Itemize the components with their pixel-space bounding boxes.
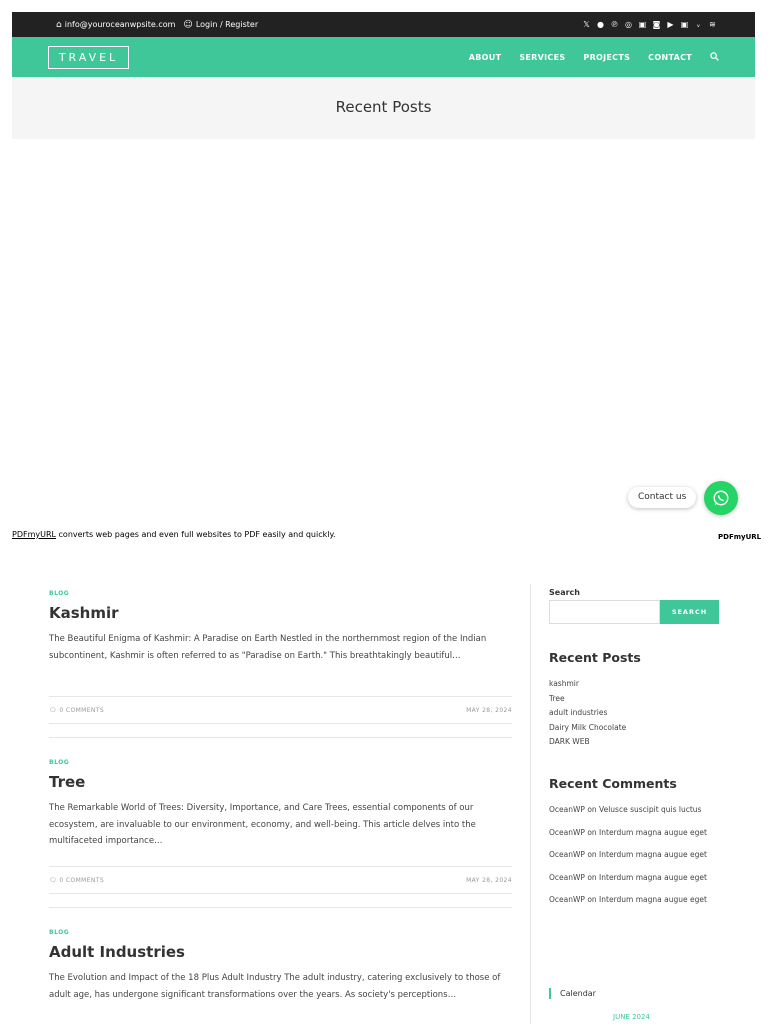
email-text: info@youroceanwpsite.com xyxy=(64,19,176,29)
comments-count: 0 COMMENTS xyxy=(59,707,105,714)
search-label: Search xyxy=(549,588,580,597)
menu-item-projects[interactable]: PROJECTS xyxy=(583,52,631,62)
recent-post-link[interactable]: adult industries xyxy=(549,708,608,717)
recent-post-link[interactable]: DARK WEB xyxy=(549,737,590,746)
post-category[interactable]: BLOG xyxy=(49,590,70,597)
page-title: Recent Posts xyxy=(335,98,432,116)
recent-post-link[interactable]: Tree xyxy=(549,693,565,703)
post-meta xyxy=(49,866,512,894)
instagram-icon[interactable]: ◙ xyxy=(652,20,661,29)
pdfmyurl-logo[interactable]: PDFmyURL xyxy=(718,533,762,541)
post-date: MAY 28, 2024 xyxy=(466,707,512,714)
post-divider xyxy=(49,737,512,738)
recent-comment[interactable]: OceanWP on Interdum magna augue eget xyxy=(549,827,707,837)
youtube-icon[interactable]: ▶ xyxy=(667,20,674,29)
post-date: MAY 28, 2024 xyxy=(466,877,512,884)
whatsapp-button[interactable] xyxy=(704,481,738,515)
sidebar-divider xyxy=(530,584,531,1024)
search-icon[interactable] xyxy=(710,52,719,63)
recent-posts-title: Recent Posts xyxy=(549,650,641,665)
site-logo[interactable]: TRAVEL xyxy=(48,46,129,69)
calendar-month: JUNE 2024 xyxy=(613,1013,650,1021)
recent-post-link[interactable]: Dairy Milk Chocolate xyxy=(549,722,627,732)
recent-comments-title: Recent Comments xyxy=(549,776,677,791)
main-navbar xyxy=(12,37,755,77)
whatsapp-icon xyxy=(712,489,730,507)
pdf-notice-text: converts web pages and even full websites to PDF easily and quickly. xyxy=(55,530,336,539)
vk-icon[interactable]: ▣ xyxy=(638,20,647,29)
contact-us-label[interactable]: Contact us xyxy=(628,487,696,508)
vine-icon[interactable]: ᵥ xyxy=(696,20,701,29)
search-button[interactable]: SEARCH xyxy=(660,600,719,624)
top-bar-contact xyxy=(56,12,258,37)
menu-item-about[interactable]: ABOUT xyxy=(468,52,502,62)
recent-posts-widget xyxy=(549,650,724,750)
calendar-title: Calendar xyxy=(549,988,596,999)
user-icon: ☺ xyxy=(183,19,193,30)
dribbble-icon[interactable]: ◎ xyxy=(625,20,632,29)
post-excerpt: The Evolution and Impact of the 18 Plus Adult Industry The adult industry, catering exclusively to those of adult age, has undergone significant transformations over the years. As society's perceptions… xyxy=(49,973,501,1000)
pinterest-icon[interactable]: ℗ xyxy=(610,20,619,29)
pdfmyurl-link[interactable]: PDFmyURL xyxy=(12,530,56,539)
recent-post-link[interactable]: kashmir xyxy=(549,679,579,688)
home-icon: ⌂ xyxy=(56,19,62,30)
comments-link[interactable] xyxy=(49,877,104,884)
menu-item-services[interactable]: SERVICES xyxy=(519,52,566,62)
main-menu xyxy=(469,37,719,77)
login-text: Login / Register xyxy=(195,19,259,29)
vimeo-icon[interactable]: ▣ xyxy=(680,20,689,29)
search-widget xyxy=(549,588,724,597)
recent-comments-widget xyxy=(549,776,724,916)
post-excerpt: The Beautiful Enigma of Kashmir: A Paradise on Earth Nestled in the northernmost region of the Indian subcontinent, Kashmir is often referred to as "Paradise on Earth." This breathtakingly beautiful… xyxy=(49,634,487,661)
post-tree xyxy=(49,759,512,850)
post-excerpt: The Remarkable World of Trees: Diversity, Importance, and Care Trees, essential components of our ecosystem, are invaluable to our environment, economy, and well-being. This article delves into the multifaceted importance… xyxy=(49,803,476,846)
pdf-notice xyxy=(12,530,336,539)
search-input[interactable] xyxy=(549,600,660,624)
post-divider xyxy=(49,907,512,908)
recent-comment[interactable]: OceanWP on Interdum magna augue eget xyxy=(549,895,707,904)
post-title[interactable]: Tree xyxy=(49,773,86,791)
recent-comment[interactable]: OceanWP on Interdum magna augue eget xyxy=(549,872,707,882)
comment-icon: 🗨 xyxy=(49,707,60,714)
recent-comments-list xyxy=(549,803,724,908)
social-links xyxy=(582,12,717,37)
post-title[interactable]: Kashmir xyxy=(49,604,119,622)
comment-icon: 🗨 xyxy=(49,877,60,884)
recent-comment[interactable]: OceanWP on Velusce suscipit quis luctus xyxy=(549,805,702,814)
comments-link[interactable] xyxy=(49,707,104,714)
recent-comment[interactable]: OceanWP on Interdum magna augue eget xyxy=(549,850,707,859)
post-kashmir xyxy=(49,590,512,664)
post-category[interactable]: BLOG xyxy=(49,759,70,766)
recent-posts-list xyxy=(549,677,724,750)
top-bar xyxy=(12,12,755,37)
post-category[interactable]: BLOG xyxy=(49,929,70,936)
x-icon[interactable]: 𝕏 xyxy=(583,20,590,29)
post-meta xyxy=(49,696,512,724)
rss-icon[interactable]: ≋ xyxy=(709,20,716,29)
post-title[interactable]: Adult Industries xyxy=(49,943,185,961)
comments-count: 0 COMMENTS xyxy=(59,877,105,884)
post-adult-industries xyxy=(49,929,512,1003)
login-link[interactable] xyxy=(183,20,258,30)
page-header xyxy=(12,77,755,139)
menu-item-contact[interactable]: CONTACT xyxy=(648,52,692,62)
facebook-icon[interactable]: ● xyxy=(597,20,604,29)
email-link[interactable] xyxy=(56,20,175,30)
